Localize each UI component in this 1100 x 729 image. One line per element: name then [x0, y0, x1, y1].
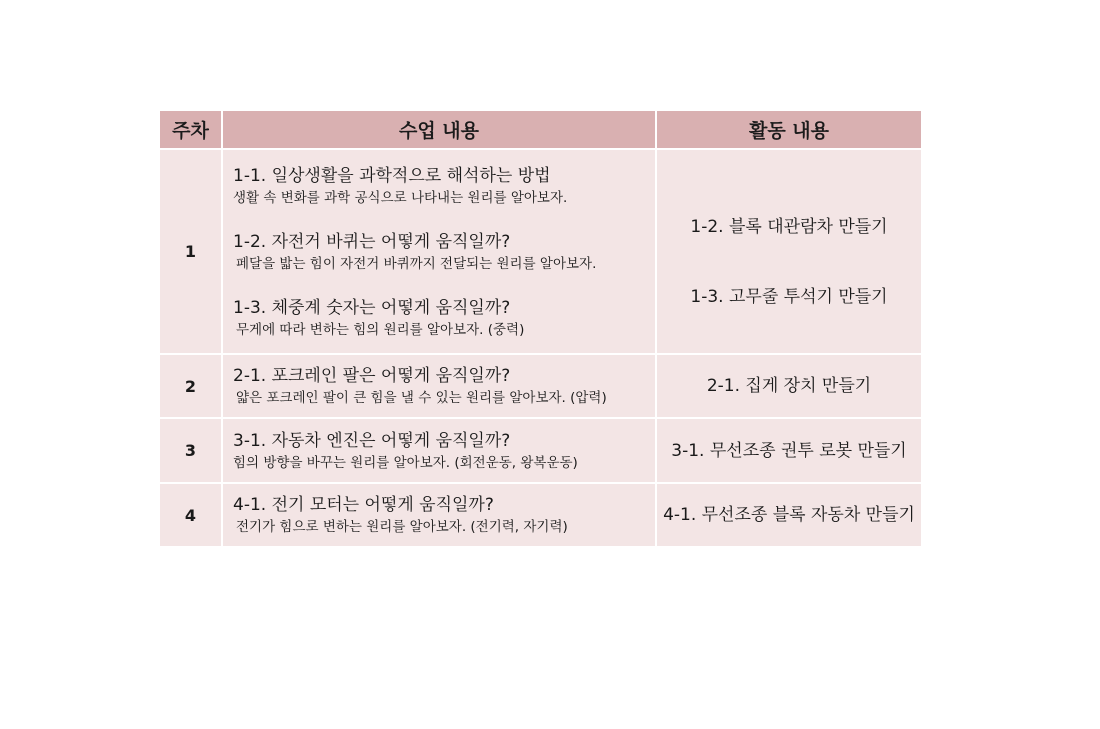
week-cell: 3 — [159, 418, 222, 483]
header-activity: 활동 내용 — [656, 110, 922, 149]
lesson-title: 2-1. 포크레인 팔은 어떻게 움직일까? — [233, 366, 511, 386]
table-header — [159, 110, 922, 149]
lesson-item — [233, 429, 655, 473]
lesson-title: 1-1. 일상생활을 과학적으로 해석하는 방법 — [233, 165, 551, 186]
lesson-item — [233, 230, 655, 274]
curriculum-table — [158, 109, 923, 548]
lesson-desc: 힘의 방향을 바꾸는 원리를 알아보자. (회전운동, 왕복운동) — [233, 454, 578, 471]
header-week: 주차 — [159, 110, 222, 149]
lesson-desc: 얇은 포크레인 팔이 큰 힘을 낼 수 있는 원리를 알아보자. (압력) — [236, 390, 607, 406]
lesson-cell — [222, 418, 656, 483]
lesson-cell — [222, 354, 656, 418]
activity-item: 2-1. 집게 장치 만들기 — [706, 376, 872, 396]
week-cell: 4 — [159, 483, 222, 547]
table-row-week-2 — [159, 354, 922, 418]
activity-item: 3-1. 무선조종 권투 로봇 만들기 — [671, 440, 907, 461]
lesson-title: 4-1. 전기 모터는 어떻게 움직일까? — [233, 495, 494, 515]
lesson-desc: 생활 속 변화를 과학 공식으로 나타내는 원리를 알아보자. — [233, 189, 568, 206]
lesson-item — [233, 493, 655, 537]
activity-item: 1-3. 고무줄 투석기 만들기 — [690, 286, 888, 307]
activity-cell — [656, 483, 922, 547]
lesson-desc: 무게에 따라 변하는 힘의 원리를 알아보자. (중력) — [236, 321, 525, 338]
lesson-cell — [222, 483, 656, 547]
lesson-desc: 전기가 힘으로 변하는 원리를 알아보자. (전기력, 자기력) — [236, 519, 568, 535]
lesson-item — [233, 364, 655, 408]
table-row-week-4 — [159, 483, 922, 547]
table-row-week-1 — [159, 149, 922, 354]
week-cell: 2 — [159, 354, 222, 418]
activity-cell — [656, 418, 922, 483]
lesson-item — [233, 296, 655, 340]
activity-cell — [656, 149, 922, 354]
lesson-cell — [222, 149, 656, 354]
lesson-title: 1-2. 자전거 바퀴는 어떻게 움직일까? — [233, 231, 511, 252]
lesson-desc: 페달을 밟는 힘이 자전거 바퀴까지 전달되는 원리를 알아보자. — [236, 255, 597, 272]
activity-item: 4-1. 무선조종 블록 자동차 만들기 — [663, 505, 915, 525]
table-body — [159, 149, 922, 547]
activity-cell — [656, 354, 922, 418]
activity-item: 1-2. 블록 대관람차 만들기 — [690, 216, 888, 237]
header-row — [159, 110, 922, 149]
week-cell: 1 — [159, 149, 222, 354]
table-row-week-3 — [159, 418, 922, 483]
lesson-item — [233, 164, 655, 208]
lesson-title: 3-1. 자동차 엔진은 어떻게 움직일까? — [233, 430, 511, 451]
header-lesson: 수업 내용 — [222, 110, 656, 149]
lesson-title: 1-3. 체중계 숫자는 어떻게 움직일까? — [233, 297, 511, 318]
